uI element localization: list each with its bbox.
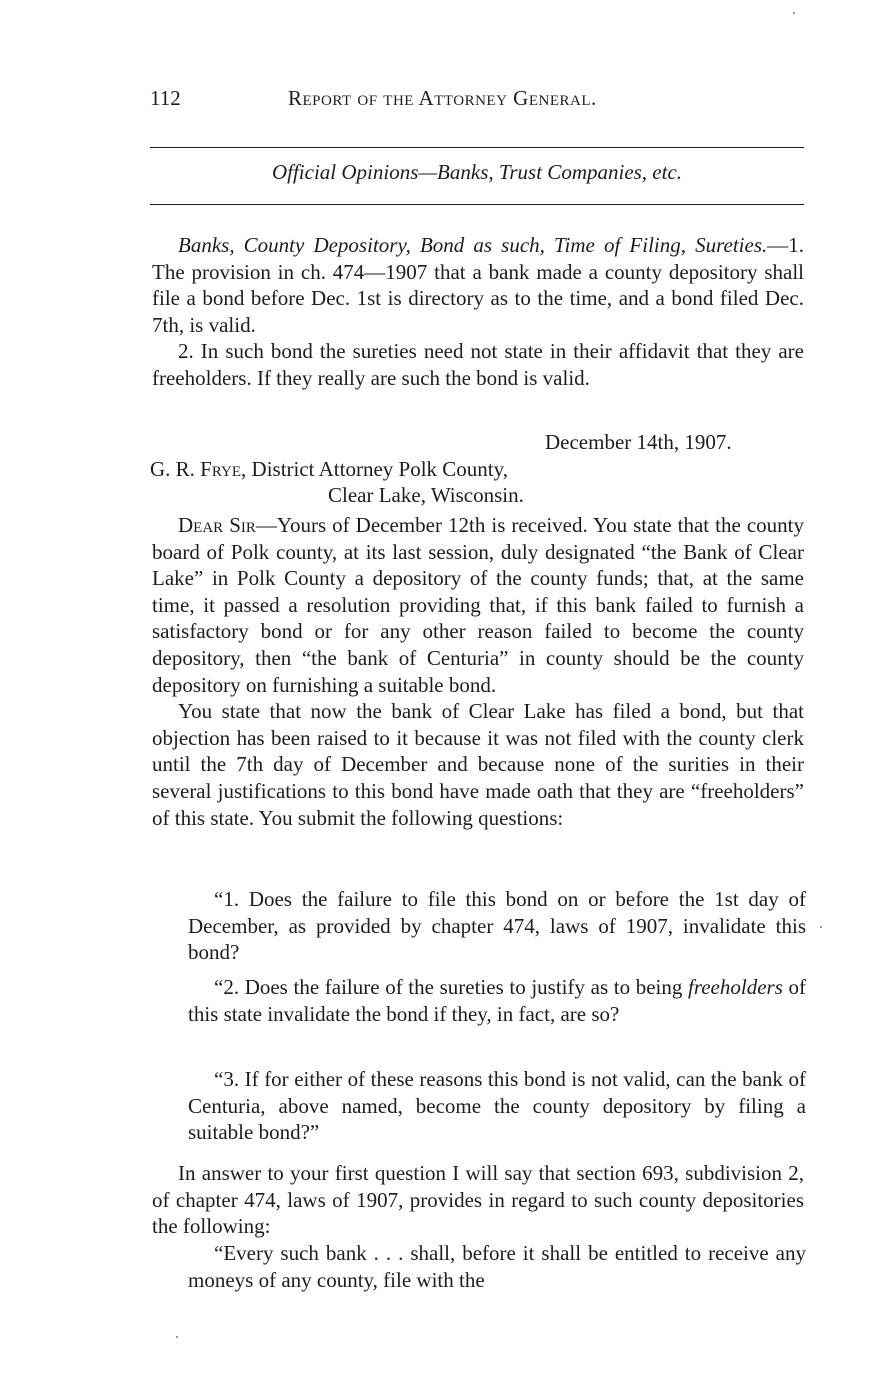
- statute-quote: [188, 1240, 806, 1293]
- question-3-text: “3. If for either of these reasons this bond is not valid, can the bank of Centuria, above named, become the county depository by filing a suitable bond?”: [188, 1067, 806, 1145]
- letter-paragraph-1: [152, 512, 804, 698]
- answer-intro: [152, 1160, 804, 1240]
- section-heading: Official Opinions—Banks, Trust Companies, etc.: [271, 160, 683, 184]
- addressee-name: G. R. Frye,: [150, 457, 247, 481]
- letter-paragraph-1-text: —Yours of December 12th is received. You state that the county board of Polk county, at its last session, duly designated “the Bank of Clear Lake” in Polk County a depository of the county funds; that, at the same time, it passed a resolution providing that, if this bank failed to furnish a satisfactory bond or for any other reason failed to become the county depository, then “the bank of Centuria” in county should be the county depository on furnishing a suitable bond.: [152, 513, 804, 697]
- question-2-part-a: “2. Does the failure of the sureties to justify as to being: [214, 975, 688, 999]
- addressee-location: Clear Lake, Wisconsin.: [328, 483, 524, 507]
- page-number: 112: [150, 86, 181, 110]
- question-1-text: “1. Does the failure to file this bond on or before the 1st day of December, as provided by chapter 474, laws of 1907, invalidate this bond?: [188, 887, 806, 965]
- syllabus-point-2: 2. In such bond the sureties need not state in their affidavit that they are freeholders. If they really are such the bond is valid.: [152, 339, 804, 390]
- salutation: Dear Sir: [178, 513, 256, 537]
- statute-quote-text: “Every such bank . . . shall, before it shall be entitled to receive any moneys of any county, file with the: [188, 1241, 806, 1292]
- running-title: Report of the Attorney General.: [288, 86, 597, 110]
- question-1: [188, 886, 806, 966]
- question-2-text: [188, 974, 806, 1027]
- addressee-title: District Attorney Polk County,: [251, 457, 509, 481]
- letter-paragraph-2: You state that now the bank of Clear Lake has filed a bond, but that objection has been raised to it because it was not filed with the county clerk until the 7th day of December and because none of the surities in their several justifications to this bond have made oath that they are “freeholders” of this state. You submit the following questions:: [152, 699, 804, 830]
- scan-speck: [793, 12, 795, 14]
- syllabus-point-1: [152, 232, 804, 338]
- header-rule-bottom: [150, 204, 804, 205]
- question-2-emphasis: freeholders: [688, 975, 783, 999]
- addressee: [150, 456, 508, 483]
- letter-body: [152, 512, 804, 831]
- question-2: [188, 974, 806, 1027]
- page-header: [150, 86, 810, 116]
- question-2-part-b: of this state invalidate the bond if they, in fact, are so?: [188, 975, 806, 1026]
- header-rule-top: [150, 147, 804, 148]
- question-3: [188, 1066, 806, 1146]
- scan-speck: [820, 926, 822, 928]
- syllabus-point-1-text: —1. The provision in ch. 474—1907 that a bank made a county depository shall file a bond before Dec. 1st is directory as to the time, and a bond filed Dec. 7th, is valid.: [152, 233, 804, 337]
- letter-date: December 14th, 1907.: [545, 430, 732, 454]
- letter-paragraph-3: In answer to your first question I will say that section 693, subdivision 2, of chapter 474, laws of 1907, provides in regard to such county depositories the following:: [152, 1161, 804, 1239]
- syllabus: [152, 232, 804, 392]
- syllabus-title: Banks, County Depository, Bond as such, Time of Filing, Sureties.: [178, 233, 768, 257]
- scan-speck: [176, 1336, 178, 1338]
